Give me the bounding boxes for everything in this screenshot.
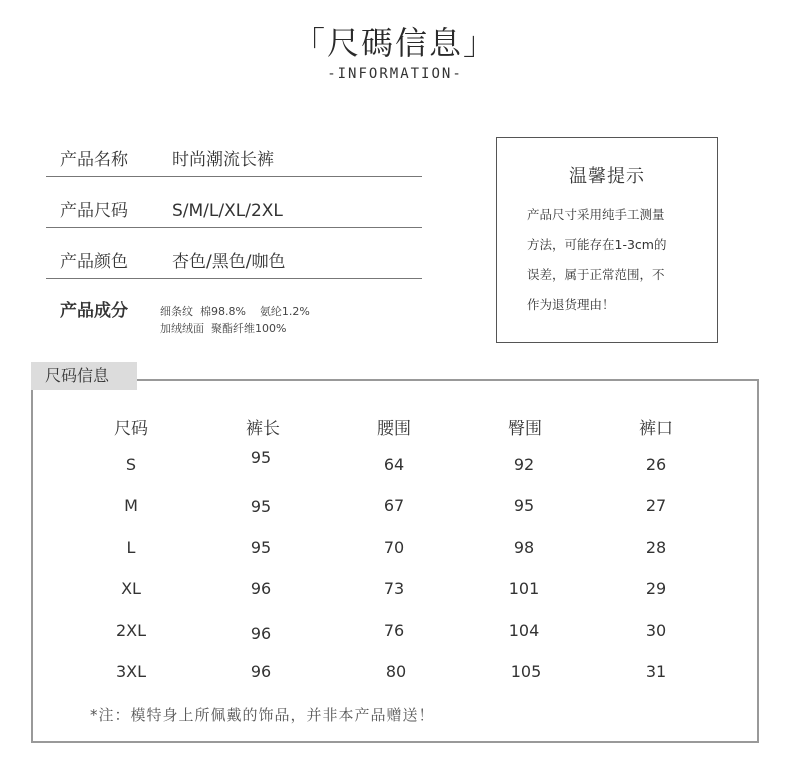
disclaimer-note: *注：模特身上所佩戴的饰品，并非本产品赠送！	[90, 706, 435, 724]
table-cell: 96	[250, 624, 272, 643]
info-row-size	[46, 177, 422, 228]
table-cell: 3XL	[115, 662, 147, 681]
table-cell: 95	[250, 538, 272, 557]
table-cell: 30	[645, 621, 667, 640]
table-cell: 26	[645, 455, 667, 474]
table-cell: S	[125, 455, 137, 474]
column-header-hip: 臀围	[508, 419, 542, 439]
notice-box	[496, 137, 718, 343]
table-cell: 73	[383, 579, 405, 598]
table-cell: 29	[645, 579, 667, 598]
table-cell: 76	[383, 621, 405, 640]
table-cell: L	[126, 538, 136, 557]
notice-title: 温馨提示	[569, 166, 645, 187]
table-cell: M	[124, 496, 138, 515]
product-name-value: 时尚潮流长裤	[172, 150, 274, 170]
column-header-waist: 腰围	[377, 419, 411, 439]
info-row-color	[46, 228, 422, 279]
table-cell: 95	[250, 448, 272, 467]
notice-line: 误差，属于正常范围，不	[527, 267, 665, 282]
column-header-length: 裤长	[246, 419, 280, 439]
table-cell: 92	[513, 455, 535, 474]
column-header-hem: 裤口	[639, 419, 673, 439]
page-subtitle: -INFORMATION-	[327, 66, 463, 82]
table-cell: 96	[250, 579, 272, 598]
composition-label: 产品成分	[60, 301, 128, 321]
product-size-label: 产品尺码	[60, 201, 128, 221]
info-row-name	[46, 126, 422, 177]
table-cell: XL	[121, 579, 141, 598]
table-cell: 31	[645, 662, 667, 681]
table-cell: 101	[508, 579, 540, 598]
notice-line: 方法，可能存在1-3cm的	[527, 237, 667, 252]
composition-line-2: 加绒绒面 聚酯纤维100%	[160, 322, 287, 335]
table-cell: 98	[513, 538, 535, 557]
table-cell: 2XL	[115, 621, 147, 640]
product-size-value: S/M/L/XL/2XL	[172, 201, 283, 221]
product-color-label: 产品颜色	[60, 252, 128, 272]
table-cell: 105	[510, 662, 542, 681]
product-name-label: 产品名称	[60, 150, 128, 170]
table-cell: 104	[508, 621, 540, 640]
table-cell: 80	[385, 662, 407, 681]
table-cell: 70	[383, 538, 405, 557]
notice-body	[527, 204, 703, 324]
table-cell: 64	[383, 455, 405, 474]
page-title: 「尺碼信息」	[292, 24, 497, 62]
table-cell: 28	[645, 538, 667, 557]
table-cell: 95	[513, 496, 535, 515]
column-header-size: 尺码	[114, 419, 148, 439]
composition-line-1: 细条纹 棉98.8% 氨纶1.2%	[160, 305, 310, 318]
notice-line: 作为退货理由！	[527, 297, 615, 312]
table-cell: 27	[645, 496, 667, 515]
table-cell: 95	[250, 497, 272, 516]
table-cell: 96	[250, 662, 272, 681]
table-cell: 67	[383, 496, 405, 515]
notice-line: 产品尺寸采用纯手工测量	[527, 207, 665, 222]
size-table-tab: 尺码信息	[31, 362, 137, 390]
product-color-value: 杏色/黑色/咖色	[172, 252, 286, 272]
